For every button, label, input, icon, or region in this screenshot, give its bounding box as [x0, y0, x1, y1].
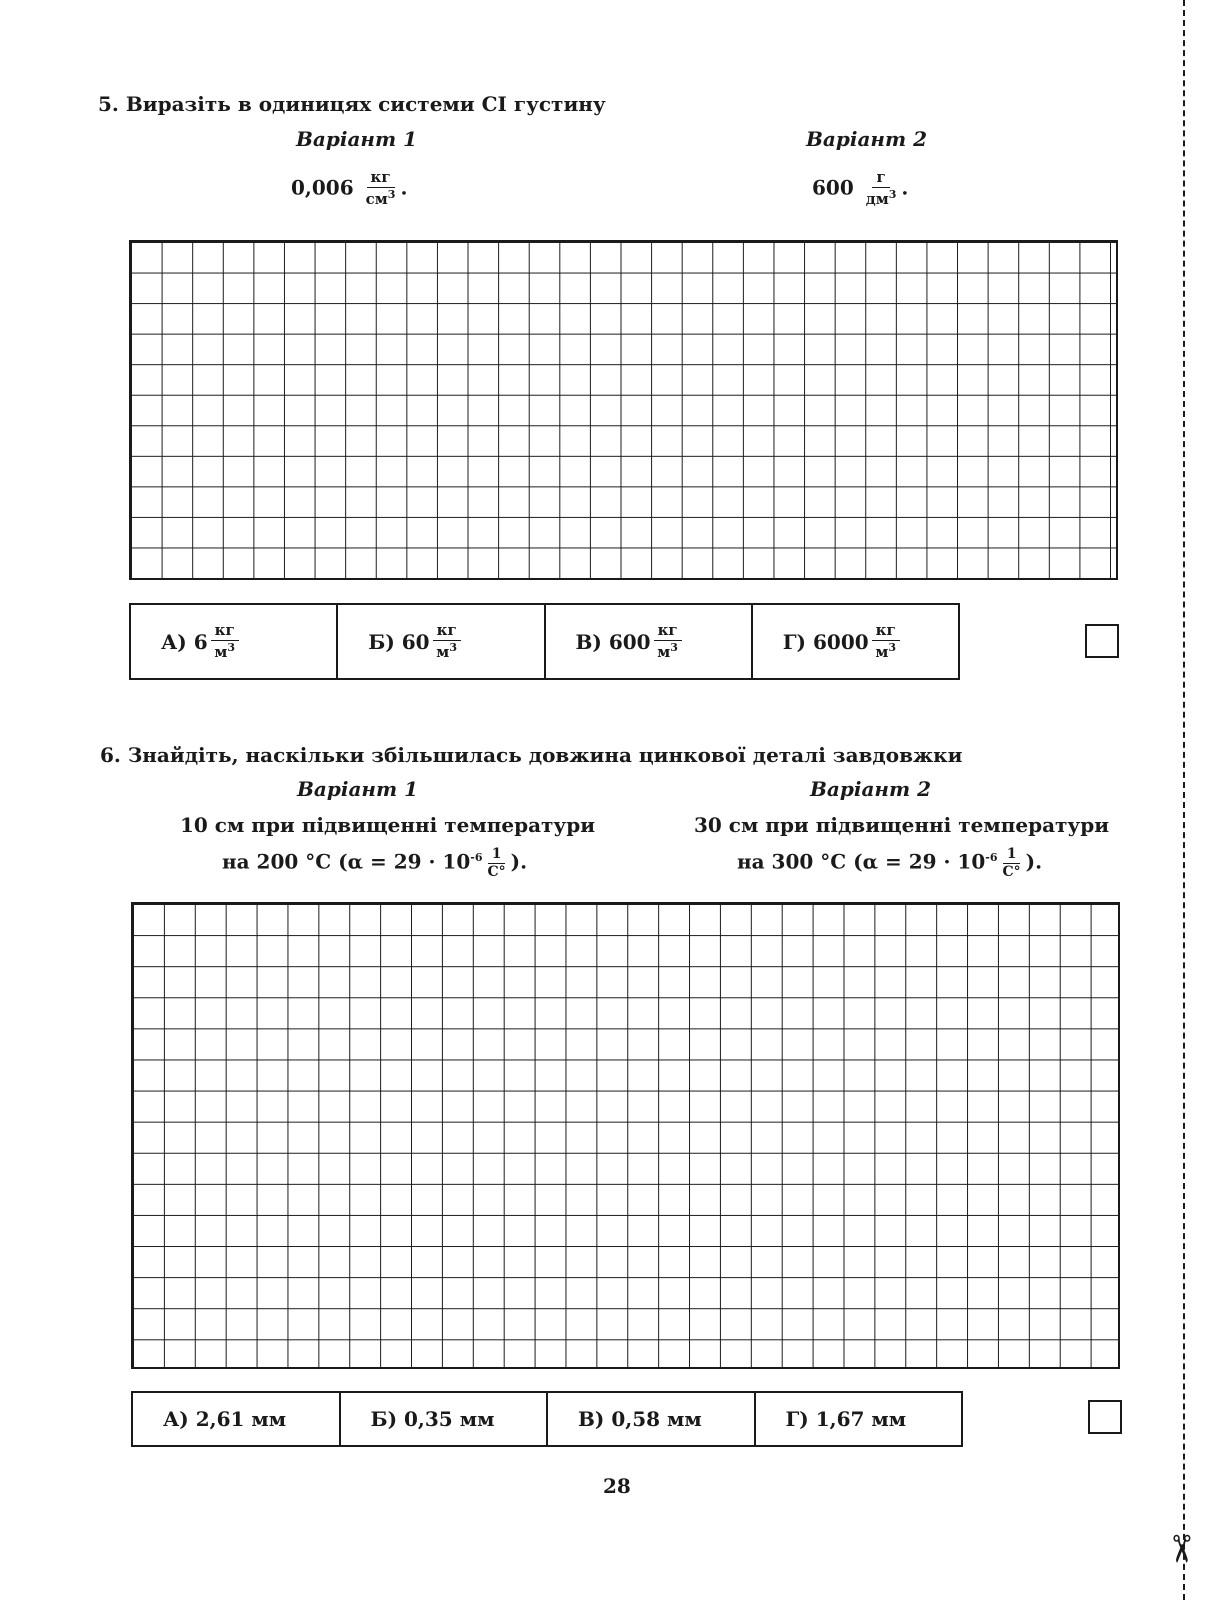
unit-fraction: $\frac{1}{С^\circ}$ [487, 846, 506, 880]
q6-variant2-line1: 30 см при підвищенні температури [694, 813, 1110, 837]
q6-variant2-line2: на 300 °С ($\alpha = 29 \cdot 10^{-6}$ $\frac{1}{С^\circ}$ ). [737, 846, 1043, 880]
q5-answer-box[interactable] [1085, 624, 1119, 658]
q6-option-c[interactable]: В) 0,58 мм [548, 1393, 756, 1445]
q6-variant1-label: Варіант 1 [297, 777, 419, 801]
q5-option-d[interactable]: Г) 6000 $\frac{кг}{м^3}$ [753, 605, 958, 678]
cut-line [1183, 0, 1185, 1600]
unit-fraction: $\frac{г}{дм^3}$ [865, 168, 897, 208]
question-number: 5. [98, 92, 119, 116]
question-text: Виразіть в одиницях системи СІ густину [125, 92, 606, 116]
q5-option-a[interactable]: А) 6 $\frac{кг}{м^3}$ [131, 605, 338, 678]
q6-variant1-line1: 10 см при підвищенні температури [180, 813, 596, 837]
question-5-title [98, 92, 606, 116]
q6-option-b[interactable]: Б) 0,35 мм [341, 1393, 549, 1445]
q5-answer-options [129, 603, 960, 680]
q6-variant2-label: Варіант 2 [810, 777, 932, 801]
q5-variant2-label: Варіант 2 [806, 127, 928, 151]
unit-fraction: $\frac{кг}{м^3}$ [433, 623, 461, 661]
q6-answer-box[interactable] [1088, 1400, 1122, 1434]
q5-variant1-value: 0,006 $\frac{кг}{см^3}$ . [291, 168, 408, 208]
q6-work-grid[interactable] [131, 902, 1120, 1369]
q5-variant1-label: Варіант 1 [296, 127, 418, 151]
q5-option-b[interactable]: Б) 60 $\frac{кг}{м^3}$ [338, 605, 545, 678]
unit-fraction: $\frac{кг}{м^3}$ [654, 623, 682, 661]
unit-fraction: $\frac{кг}{см^3}$ [365, 168, 396, 208]
page-number: 28 [603, 1474, 631, 1498]
q5-work-grid[interactable] [129, 240, 1118, 580]
q5-option-c[interactable]: В) 600 $\frac{кг}{м^3}$ [546, 605, 753, 678]
q6-option-a[interactable]: А) 2,61 мм [133, 1393, 341, 1445]
q5-variant2-value: 600 $\frac{г}{дм^3}$ . [812, 168, 909, 208]
scissors-icon: ✂ [1158, 1533, 1203, 1565]
unit-fraction: $\frac{1}{С^\circ}$ [1002, 846, 1021, 880]
question-6-title [100, 743, 962, 767]
q6-answer-options [131, 1391, 963, 1447]
question-text: Знайдіть, наскільки збільшилась довжина цинкової деталі завдовжки [127, 743, 963, 767]
unit-fraction: $\frac{кг}{м^3}$ [872, 623, 900, 661]
q6-variant1-line2: на 200 °С ($\alpha = 29 \cdot 10^{-6}$ $\frac{1}{С^\circ}$ ). [222, 846, 528, 880]
question-number: 6. [100, 743, 121, 767]
q6-option-d[interactable]: Г) 1,67 мм [785, 1407, 907, 1431]
unit-fraction: $\frac{кг}{м^3}$ [211, 623, 239, 661]
